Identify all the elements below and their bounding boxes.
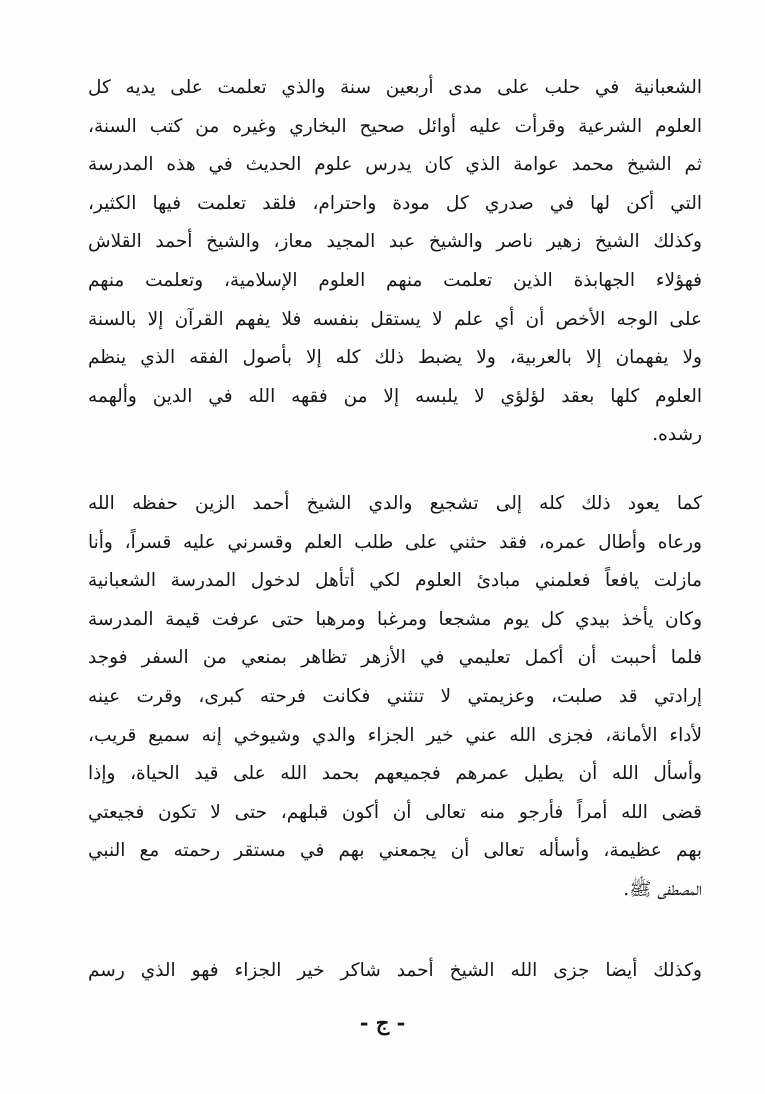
text-line: ولا يفهمان إلا بالعربية، ولا يضبط ذلك كله إلا بأصول الفقه الذي ينظم <box>88 347 702 369</box>
text-line: رشده. <box>652 424 702 446</box>
paragraph <box>88 952 702 991</box>
text-line: ثم الشيخ محمد عوامة الذي كان يدرس علوم الحديث في هذه المدرسة <box>88 154 702 176</box>
text-line: لأداء الأمانة، فجزى الله عني خير الجزاء والدي وشيوخي إنه سميع قريب، <box>88 724 702 746</box>
text-line: وكان يأخذ بيدي كل يوم مشجعا ومرغبا ومرهبا حتى عرفت قيمة المدرسة <box>88 608 702 630</box>
text-line: العلوم كلها بعقد لؤلؤي لا يلبسه إلا من فقهه الله في الدين وألهمه <box>88 385 702 407</box>
text-line: فلما أحببت أن أكمل تعليمي في الأزهر تظاهر بمنعي من السفر فوجد <box>88 647 702 669</box>
paragraph <box>88 69 702 455</box>
text-line: إرادتي قد صلبت، وعزيمتي لا تنثني فكانت فرحته كبرى، وقرت عينه <box>88 685 702 707</box>
text-line: المصطفى ﷺ. <box>623 878 702 900</box>
text-line: مازلت يافعاً فعلمني مبادئ العلوم لكي أتأهل لدخول المدرسة الشعبانية <box>88 570 702 592</box>
text-line: العلوم الشرعية وقرأت عليه أوائل صحيح البخاري وغيره من كتب السنة، <box>88 115 702 137</box>
text-line: فهؤلاء الجهابذة الذين تعلمت منهم العلوم الإسلامية، وتعلمت منهم <box>88 269 702 291</box>
text-line: قضى الله أمراً فأرجو منه تعالى أن أكون قبلهم، حتى لا تكون فجيعتي <box>88 801 702 823</box>
text-line: ورعاه وأطال عمره، فقد حثني على طلب العلم وقسرني عليه قسراً، وأنا <box>88 531 702 553</box>
text-line: على الوجه الأخص أن أي علم لا يستقل بنفسه فلا يفهم القرآن إلا بالسنة <box>88 308 702 330</box>
text-line: التي أكن لها في صدري كل مودة واحترام، فلقد تعلمت فيها الكثير، <box>88 192 702 214</box>
text-line: وكذلك أيضا جزى الله الشيخ أحمد شاكر خير الجزاء فهو الذي رسم <box>88 960 702 981</box>
paragraph <box>88 485 702 910</box>
text-line: بهم عظيمة، وأسأله تعالى أن يجمعني بهم في مستقر رحمته مع النبي <box>88 840 702 862</box>
text-line: كما يعود ذلك كله إلى تشجيع والدي الشيخ أحمد الزين حفظه الله <box>88 493 702 514</box>
page-number: - ج - <box>359 1010 406 1035</box>
text-line: وكذلك الشيخ زهير ناصر والشيخ عبد المجيد معاز، والشيخ أحمد القلاش <box>88 231 702 253</box>
text-line: وأسأل الله أن يطيل عمرهم فجميعهم بحمد الله على قيد الحياة، وإذا <box>88 763 702 785</box>
text-line: الشعبانية في حلب على مدى أربعين سنة والذي تعلمت على يديه كل <box>88 77 702 98</box>
